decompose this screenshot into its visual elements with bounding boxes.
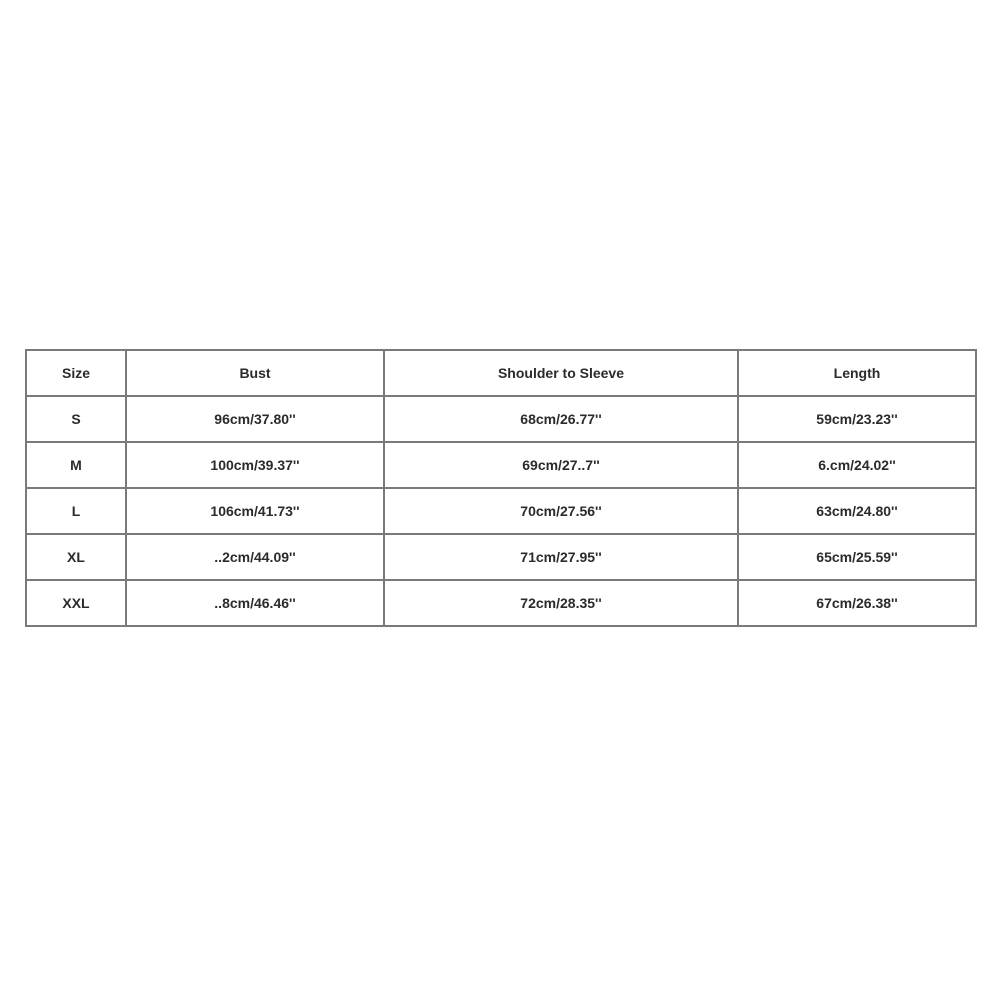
table-row: [26, 442, 976, 488]
cell-shoulder-to-sleeve: 71cm/27.95'': [384, 534, 738, 580]
table-row: [26, 580, 976, 626]
header-size: Size: [26, 350, 126, 396]
size-chart-table: [25, 349, 977, 627]
cell-bust: ..8cm/46.46'': [126, 580, 384, 626]
table-row: [26, 396, 976, 442]
cell-bust: 106cm/41.73'': [126, 488, 384, 534]
cell-bust: ..2cm/44.09'': [126, 534, 384, 580]
header-shoulder-to-sleeve: Shoulder to Sleeve: [384, 350, 738, 396]
cell-length: 67cm/26.38'': [738, 580, 976, 626]
cell-bust: 100cm/39.37'': [126, 442, 384, 488]
cell-size: XXL: [26, 580, 126, 626]
cell-shoulder-to-sleeve: 68cm/26.77'': [384, 396, 738, 442]
cell-shoulder-to-sleeve: 69cm/27..7'': [384, 442, 738, 488]
cell-size: M: [26, 442, 126, 488]
cell-shoulder-to-sleeve: 70cm/27.56'': [384, 488, 738, 534]
cell-length: 65cm/25.59'': [738, 534, 976, 580]
header-bust: Bust: [126, 350, 384, 396]
cell-size: L: [26, 488, 126, 534]
cell-bust: 96cm/37.80'': [126, 396, 384, 442]
table-row: [26, 488, 976, 534]
cell-size: S: [26, 396, 126, 442]
header-length: Length: [738, 350, 976, 396]
cell-length: 63cm/24.80'': [738, 488, 976, 534]
cell-shoulder-to-sleeve: 72cm/28.35'': [384, 580, 738, 626]
cell-length: 6.cm/24.02'': [738, 442, 976, 488]
cell-size: XL: [26, 534, 126, 580]
table-row: [26, 534, 976, 580]
cell-length: 59cm/23.23'': [738, 396, 976, 442]
table-header-row: [26, 350, 976, 396]
